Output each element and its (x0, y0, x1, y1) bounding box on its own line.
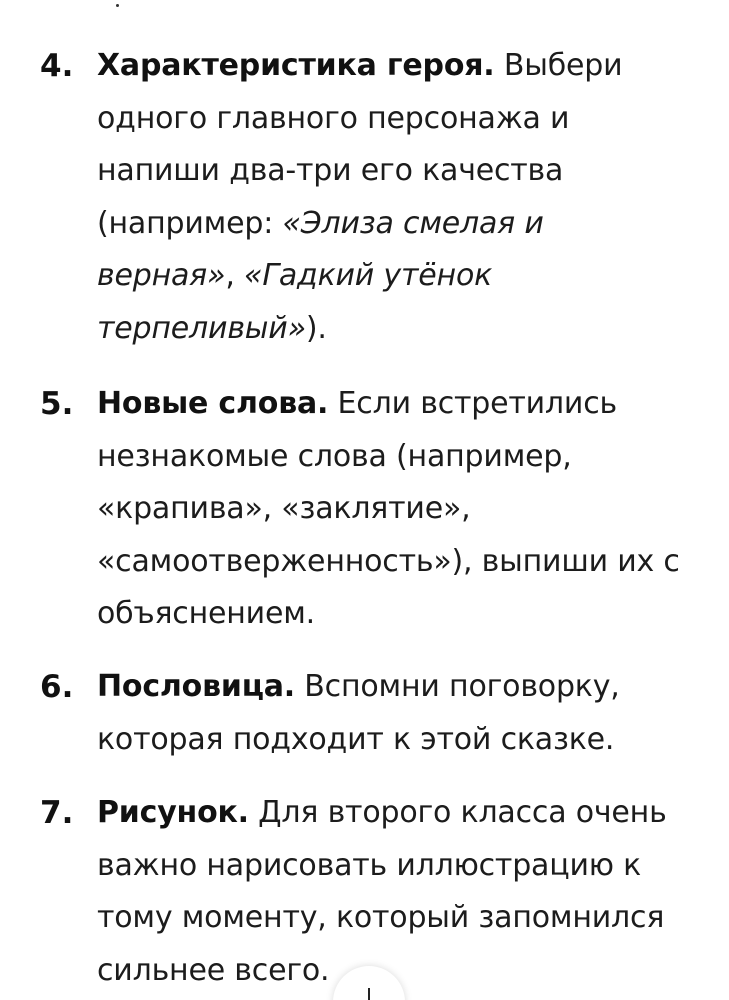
italic-quote: «Гадкий утёнок (244, 258, 493, 293)
text-line: «крапива», «заклятие», (97, 491, 471, 526)
text-span: Вспомни поговорку, (294, 669, 620, 704)
text-span: ). (305, 310, 327, 346)
text-span: Если встретились (328, 386, 617, 421)
item-number: 6. (40, 669, 74, 705)
text-line: одного главного персонажа и (97, 100, 570, 136)
text-span: (например: (97, 205, 283, 241)
text-line: тому моменту, который запомнился (97, 900, 665, 935)
item-title: Рисунок. (97, 795, 249, 830)
text-span: , (225, 258, 245, 293)
item-text (97, 661, 697, 766)
text-line: важно нарисовать иллюстрацию к (97, 847, 642, 883)
italic-quote: терпеливый» (97, 310, 306, 346)
text-span: Для второго класса очень (248, 795, 667, 830)
item-text (97, 787, 697, 997)
item-number: 5. (40, 386, 74, 422)
italic-quote: верная» (97, 258, 226, 293)
text-span: Выбери (494, 48, 623, 83)
italic-quote: «Элиза смелая и (282, 205, 544, 241)
item-text (97, 40, 697, 355)
text-line: напиши два-три его качества (97, 153, 564, 188)
text-line: которая подходит к этой сказке. (97, 721, 615, 757)
item-title: Новые слова. (97, 386, 329, 421)
text-line: сильнее всего. (97, 952, 330, 988)
item-title: Характеристика героя. (97, 48, 495, 83)
item-number: 4. (40, 48, 74, 84)
item-title: Пословица. (97, 669, 295, 704)
text-line: объяснением. (97, 596, 316, 631)
item-text (97, 378, 697, 641)
text-line: «самоотверженность»), выпиши их с (97, 543, 680, 579)
text-line: незнакомые слова (например, (97, 438, 572, 474)
item-number: 7. (40, 795, 74, 831)
